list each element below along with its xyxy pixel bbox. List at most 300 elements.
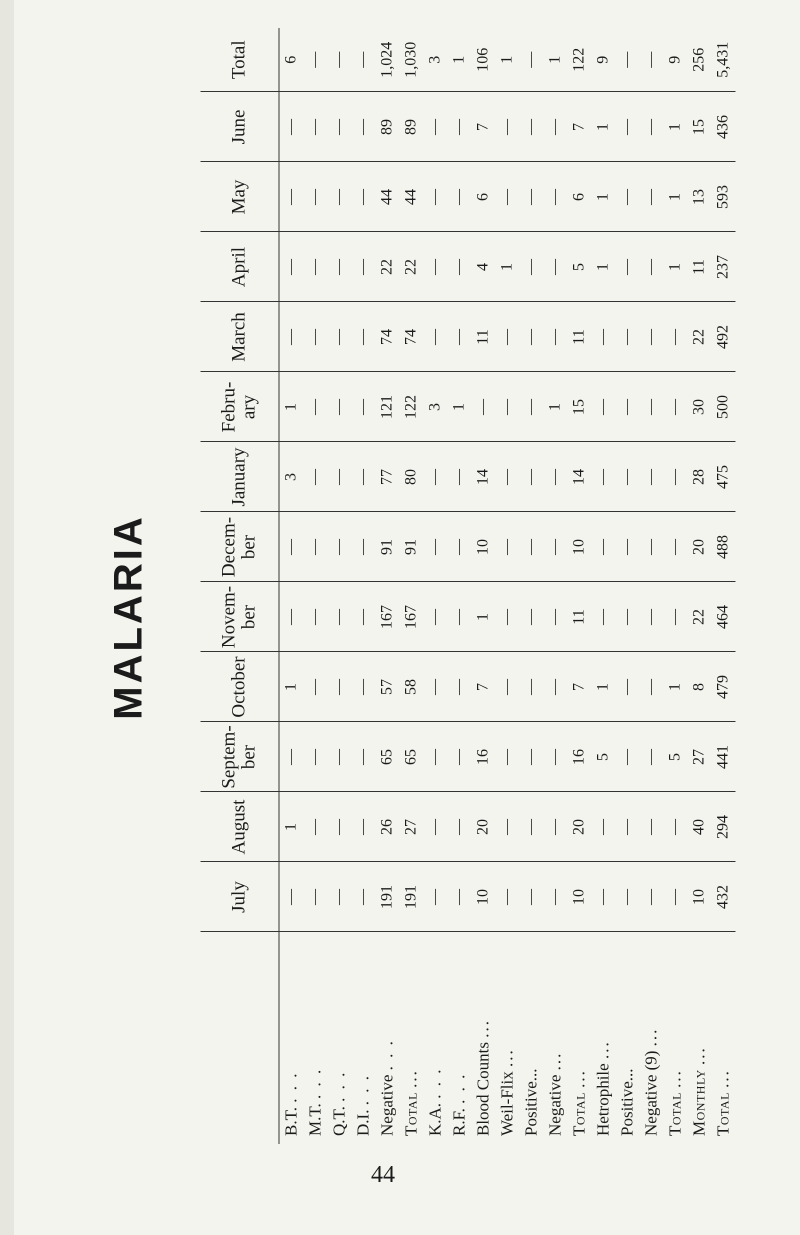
table-body — [279, 28, 736, 1144]
row-label — [424, 932, 448, 1144]
table-cell: 11 — [472, 302, 496, 372]
page-number: 44 — [371, 1162, 395, 1188]
column-header: Novem-ber — [201, 582, 280, 652]
table-cell: — — [424, 862, 448, 932]
table-cell: 40 — [688, 792, 712, 862]
table-cell: — — [640, 582, 664, 652]
table-cell: — — [520, 512, 544, 582]
table-row — [424, 28, 448, 1144]
table-cell: — — [616, 28, 640, 92]
row-label-text: Total — [665, 1092, 685, 1136]
row-label-text: Positive... — [521, 1068, 541, 1136]
table-cell: — — [616, 722, 640, 792]
table-cell: 15 — [688, 92, 712, 162]
column-header: October — [201, 652, 280, 722]
table-cell: 593 — [712, 162, 736, 232]
table-cell: — — [616, 862, 640, 932]
table-cell: 8 — [688, 652, 712, 722]
column-header: Decem-ber — [201, 512, 280, 582]
table-cell: — — [640, 722, 664, 792]
row-label — [328, 932, 352, 1144]
table-cell: — — [448, 92, 472, 162]
table-cell: — — [640, 652, 664, 722]
table-cell: 167 — [400, 582, 424, 652]
table-cell: 3 — [279, 442, 304, 512]
table-cell: 1 — [592, 162, 616, 232]
table-cell: — — [304, 372, 328, 442]
table-cell: — — [424, 652, 448, 722]
table-row — [616, 28, 640, 1144]
table-cell: 5 — [592, 722, 616, 792]
table-cell: 475 — [712, 442, 736, 512]
table-cell: — — [448, 512, 472, 582]
table-cell: — — [328, 442, 352, 512]
row-label — [688, 932, 712, 1144]
table-cell: — — [544, 582, 568, 652]
table-cell: 492 — [712, 302, 736, 372]
table-cell: 14 — [568, 442, 592, 512]
column-header: August — [201, 792, 280, 862]
statistics-table-container — [218, 28, 733, 1144]
table-cell: — — [424, 722, 448, 792]
table-cell: — — [496, 792, 520, 862]
table-cell: 5 — [664, 722, 688, 792]
table-row — [640, 28, 664, 1144]
table-cell: 22 — [688, 302, 712, 372]
table-cell: — — [640, 92, 664, 162]
table-cell: 58 — [400, 652, 424, 722]
table-cell: — — [328, 862, 352, 932]
table-cell: — — [544, 512, 568, 582]
table-cell: — — [448, 582, 472, 652]
table-cell: 22 — [376, 232, 400, 302]
table-cell: — — [664, 582, 688, 652]
table-cell: — — [640, 442, 664, 512]
table-cell: — — [496, 862, 520, 932]
leader-dots: ... — [545, 1051, 565, 1071]
table-row — [712, 28, 736, 1144]
table-cell: 464 — [712, 582, 736, 652]
table-cell: — — [352, 512, 376, 582]
table-cell: — — [352, 302, 376, 372]
table-cell: 7 — [568, 92, 592, 162]
table-cell: 7 — [568, 652, 592, 722]
table-cell: 20 — [688, 512, 712, 582]
table-row — [664, 28, 688, 1144]
table-cell: — — [664, 372, 688, 442]
table-cell: — — [520, 302, 544, 372]
table-cell: 1 — [279, 372, 304, 442]
table-row — [352, 28, 376, 1144]
table-cell: — — [304, 28, 328, 92]
table-cell: 20 — [568, 792, 592, 862]
table-cell: — — [448, 162, 472, 232]
table-cell: — — [616, 512, 640, 582]
table-cell: 65 — [400, 722, 424, 792]
table-cell: — — [352, 232, 376, 302]
table-cell: 1,024 — [376, 28, 400, 92]
table-cell: — — [424, 232, 448, 302]
table-row — [496, 28, 520, 1144]
table-cell: — — [616, 92, 640, 162]
table-cell: — — [279, 722, 304, 792]
table-cell: 27 — [400, 792, 424, 862]
table-cell: — — [520, 862, 544, 932]
row-label — [496, 932, 520, 1144]
table-cell: — — [304, 442, 328, 512]
row-label-text: Blood Counts — [473, 1042, 493, 1136]
table-cell: — — [520, 582, 544, 652]
table-cell: 122 — [400, 372, 424, 442]
table-header-row — [201, 28, 280, 1144]
table-cell: — — [328, 722, 352, 792]
column-header: May — [201, 162, 280, 232]
table-cell: — — [520, 722, 544, 792]
column-header: April — [201, 232, 280, 302]
table-cell: — — [448, 722, 472, 792]
row-label-text: Total — [713, 1092, 733, 1136]
table-cell: — — [328, 652, 352, 722]
table-cell: 74 — [400, 302, 424, 372]
table-cell: — — [279, 582, 304, 652]
table-cell: 294 — [712, 792, 736, 862]
table-cell: — — [520, 28, 544, 92]
table-cell: — — [424, 792, 448, 862]
table-cell: 6 — [279, 28, 304, 92]
table-row — [568, 28, 592, 1144]
table-cell: — — [279, 302, 304, 372]
table-cell: — — [496, 512, 520, 582]
row-label — [279, 932, 304, 1144]
table-cell: 1 — [592, 652, 616, 722]
table-row — [472, 28, 496, 1144]
row-label-text: D.I. — [353, 1109, 373, 1136]
table-cell: — — [544, 92, 568, 162]
table-cell: 1 — [496, 28, 520, 92]
table-cell: 237 — [712, 232, 736, 302]
row-label-text: Hetrophile — [593, 1063, 613, 1136]
table-cell: 15 — [568, 372, 592, 442]
table-cell: 9 — [592, 28, 616, 92]
table-cell: — — [592, 792, 616, 862]
row-label — [352, 932, 376, 1144]
table-cell: 91 — [376, 512, 400, 582]
table-cell: — — [496, 652, 520, 722]
column-header: June — [201, 92, 280, 162]
table-cell: 74 — [376, 302, 400, 372]
table-row — [376, 28, 400, 1144]
table-cell: — — [616, 302, 640, 372]
table-cell: 121 — [376, 372, 400, 442]
table-cell: 89 — [376, 92, 400, 162]
table-cell: — — [520, 162, 544, 232]
table-cell: 3 — [424, 28, 448, 92]
table-cell: — — [544, 442, 568, 512]
table-cell: 432 — [712, 862, 736, 932]
table-cell: — — [544, 232, 568, 302]
table-cell: — — [328, 162, 352, 232]
table-cell: 7 — [472, 652, 496, 722]
table-cell: — — [616, 162, 640, 232]
table-cell: — — [544, 652, 568, 722]
column-header: January — [201, 442, 280, 512]
table-cell: — — [352, 162, 376, 232]
table-cell: 77 — [376, 442, 400, 512]
table-cell: — — [664, 302, 688, 372]
table-cell: — — [664, 512, 688, 582]
table-cell: — — [664, 792, 688, 862]
table-cell: — — [616, 792, 640, 862]
row-label — [520, 932, 544, 1144]
table-cell: — — [352, 442, 376, 512]
table-cell: — — [472, 372, 496, 442]
table-cell: 10 — [568, 512, 592, 582]
row-label-text: Monthly — [689, 1069, 709, 1136]
row-label — [592, 932, 616, 1144]
table-cell: 3 — [424, 372, 448, 442]
table-cell: 10 — [472, 512, 496, 582]
row-label — [712, 932, 736, 1144]
table-cell: — — [520, 372, 544, 442]
table-cell: 30 — [688, 372, 712, 442]
row-label — [472, 932, 496, 1144]
leader-dots: . . . — [449, 1072, 469, 1104]
leader-dots: . . . — [377, 1039, 397, 1071]
column-header: Total — [201, 28, 280, 92]
table-cell: 22 — [400, 232, 424, 302]
table-cell: — — [448, 862, 472, 932]
table-cell: — — [520, 92, 544, 162]
table-cell: — — [592, 862, 616, 932]
table-cell: — — [304, 92, 328, 162]
row-label-text: M.T. — [305, 1103, 325, 1136]
row-label — [640, 932, 664, 1144]
table-cell: — — [520, 652, 544, 722]
table-cell: 1 — [664, 92, 688, 162]
table-cell: — — [496, 582, 520, 652]
table-cell: — — [304, 792, 328, 862]
leader-dots: ... — [713, 1069, 733, 1088]
row-label-header — [201, 932, 280, 1144]
row-label-text: Total — [401, 1092, 421, 1136]
table-row — [400, 28, 424, 1144]
row-label-text: B.T. — [281, 1107, 301, 1136]
leader-dots: ... — [593, 1040, 613, 1060]
table-cell: 5 — [568, 232, 592, 302]
table-cell: 16 — [472, 722, 496, 792]
table-cell: 6 — [568, 162, 592, 232]
table-cell: 1 — [279, 792, 304, 862]
table-cell: 10 — [568, 862, 592, 932]
table-row — [520, 28, 544, 1144]
table-row — [448, 28, 472, 1144]
table-cell: — — [424, 512, 448, 582]
side-title: MALARIA — [106, 514, 151, 720]
table-cell: — — [328, 28, 352, 92]
table-cell: — — [328, 302, 352, 372]
table-cell: — — [592, 582, 616, 652]
leader-dots: . . . — [353, 1074, 373, 1106]
table-cell: 44 — [376, 162, 400, 232]
table-cell: 9 — [664, 28, 688, 92]
leader-dots: . . . — [329, 1070, 349, 1102]
table-row — [328, 28, 352, 1144]
table-row — [544, 28, 568, 1144]
table-cell: 14 — [472, 442, 496, 512]
table-cell: 479 — [712, 652, 736, 722]
table-cell: 1 — [279, 652, 304, 722]
row-label — [376, 932, 400, 1144]
table-cell: 122 — [568, 28, 592, 92]
table-cell: — — [640, 512, 664, 582]
table-cell: 65 — [376, 722, 400, 792]
table-cell: — — [328, 232, 352, 302]
row-label-text: Total — [569, 1092, 589, 1136]
table-cell: — — [616, 582, 640, 652]
row-label — [616, 932, 640, 1144]
table-cell: — — [616, 442, 640, 512]
table-cell: — — [544, 302, 568, 372]
row-label-text: Positive... — [617, 1068, 637, 1136]
table-cell: — — [448, 232, 472, 302]
table-cell: — — [328, 92, 352, 162]
table-cell: — — [424, 92, 448, 162]
table-cell: 1 — [472, 582, 496, 652]
table-cell: 6 — [472, 162, 496, 232]
table-cell: 1 — [592, 232, 616, 302]
table-cell: — — [304, 162, 328, 232]
table-cell: — — [640, 372, 664, 442]
row-label-text: Negative — [545, 1074, 565, 1136]
row-label-text: R.F. — [449, 1108, 469, 1136]
leader-dots: ... — [689, 1046, 709, 1065]
table-row — [279, 28, 304, 1144]
table-cell: 1 — [448, 372, 472, 442]
row-label — [400, 932, 424, 1144]
table-cell: — — [640, 792, 664, 862]
table-cell: — — [352, 582, 376, 652]
table-cell: 1 — [544, 28, 568, 92]
table-cell: — — [304, 512, 328, 582]
table-cell: 256 — [688, 28, 712, 92]
table-cell: — — [304, 232, 328, 302]
leader-dots: ... — [569, 1069, 589, 1088]
row-label-text: Negative — [377, 1074, 397, 1136]
table-cell: — — [352, 372, 376, 442]
column-header: Septem-ber — [201, 722, 280, 792]
table-cell: 26 — [376, 792, 400, 862]
table-cell: 11 — [688, 232, 712, 302]
table-cell: — — [592, 512, 616, 582]
leader-dots: . . . — [281, 1071, 301, 1103]
table-cell: 22 — [688, 582, 712, 652]
table-cell: — — [304, 302, 328, 372]
table-cell: 441 — [712, 722, 736, 792]
table-cell: — — [448, 302, 472, 372]
table-cell: 1 — [664, 232, 688, 302]
table-cell: 4 — [472, 232, 496, 302]
leader-dots: ... — [497, 1048, 517, 1067]
table-cell: 80 — [400, 442, 424, 512]
row-label-text: K.A. — [425, 1102, 445, 1136]
table-cell: 57 — [376, 652, 400, 722]
table-cell: — — [424, 302, 448, 372]
column-header: July — [201, 862, 280, 932]
table-cell: 488 — [712, 512, 736, 582]
table-cell: — — [279, 862, 304, 932]
table-cell: — — [304, 862, 328, 932]
table-cell: 167 — [376, 582, 400, 652]
table-cell: 1 — [496, 232, 520, 302]
table-cell: 28 — [688, 442, 712, 512]
table-cell: 7 — [472, 92, 496, 162]
row-label — [544, 932, 568, 1144]
table-cell: — — [328, 512, 352, 582]
table-cell: 20 — [472, 792, 496, 862]
table-cell: 1,030 — [400, 28, 424, 92]
table-cell: — — [664, 442, 688, 512]
table-cell: — — [352, 722, 376, 792]
leader-dots: ... — [401, 1069, 421, 1088]
table-cell: 1 — [664, 162, 688, 232]
table-cell: 1 — [592, 92, 616, 162]
table-cell: — — [279, 232, 304, 302]
table-cell: — — [496, 442, 520, 512]
table-cell: 91 — [400, 512, 424, 582]
table-cell: — — [304, 652, 328, 722]
table-cell: — — [424, 442, 448, 512]
scan-edge — [0, 0, 14, 1235]
table-cell: — — [424, 162, 448, 232]
table-cell: — — [496, 372, 520, 442]
table-cell: 11 — [568, 582, 592, 652]
table-row — [592, 28, 616, 1144]
table-cell: — — [520, 442, 544, 512]
table-cell: 10 — [688, 862, 712, 932]
table-cell: 16 — [568, 722, 592, 792]
table-cell: — — [352, 792, 376, 862]
table-cell: — — [592, 372, 616, 442]
row-label — [448, 932, 472, 1144]
leader-dots: ... — [665, 1069, 685, 1088]
table-cell: 11 — [568, 302, 592, 372]
row-label — [304, 932, 328, 1144]
column-header: March — [201, 302, 280, 372]
table-cell: — — [279, 512, 304, 582]
leader-dots: . . . — [305, 1067, 325, 1099]
table-cell: — — [279, 92, 304, 162]
table-cell: — — [496, 302, 520, 372]
table-cell: — — [496, 92, 520, 162]
row-label-text: Negative (9) — [641, 1050, 661, 1136]
table-cell: 191 — [400, 862, 424, 932]
table-cell: — — [424, 582, 448, 652]
table-cell: 44 — [400, 162, 424, 232]
table-cell: — — [496, 162, 520, 232]
table-cell: — — [544, 862, 568, 932]
table-cell: — — [616, 372, 640, 442]
row-label-text: Q.T. — [329, 1106, 349, 1136]
table-cell: — — [544, 162, 568, 232]
table-cell: 1 — [448, 28, 472, 92]
table-cell: — — [304, 722, 328, 792]
leader-dots: . . . — [425, 1067, 445, 1099]
table-cell: — — [520, 792, 544, 862]
table-row — [688, 28, 712, 1144]
table-cell: — — [328, 372, 352, 442]
table-cell: 500 — [712, 372, 736, 442]
table-cell: 106 — [472, 28, 496, 92]
